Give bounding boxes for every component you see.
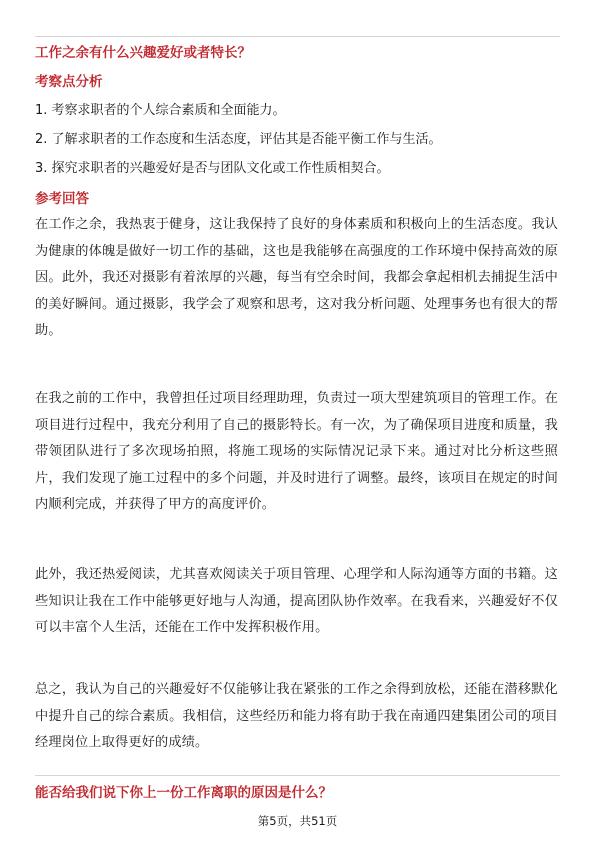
bottom-divider	[35, 775, 560, 776]
answer-paragraph: 在我之前的工作中，我曾担任过项目经理助理，负责过一项大型建筑项目的管理工作。在项目进行过程中，我充分利用了自己的摄影特长。有一次，为了确保项目进度和质量，我带领团队进行了多次现场拍照，将施工现场的实际情况记录下来。通过对比分析这些照片，我们发现了施工过程中的多个问题，并及时进行了调整。最终，该项目在规定的时间内顺利完成，并获得了甲方的高度评价。	[35, 391, 558, 512]
analysis-point: 3. 探究求职者的兴趣爱好是否与团队文化或工作性质相契合。	[35, 161, 390, 176]
analysis-heading: 考察点分析	[35, 74, 103, 90]
page-number: 第5页，共51页	[257, 814, 338, 828]
next-question-title: 能否给我们说下你上一份工作离职的原因是什么？	[35, 785, 332, 801]
answer-paragraph: 此外，我还热爱阅读，尤其喜欢阅读关于项目管理、心理学和人际沟通等方面的书籍。这些知识让我在工作中能够更好地与人沟通，提高团队协作效率。在我看来，兴趣爱好不仅可以丰富个人生活，还能在工作中发挥积极作用。	[35, 567, 558, 635]
top-divider	[35, 36, 560, 37]
analysis-point: 2. 了解求职者的工作态度和生活态度，评估其是否能平衡工作与生活。	[35, 132, 442, 147]
answer-paragraph: 总之，我认为自己的兴趣爱好不仅能够让我在紧张的工作之余得到放松，还能在潜移默化中提升自己的综合素质。我相信，这些经历和能力将有助于我在南通四建集团公司的项目经理岗位上取得更好的成绩。	[35, 682, 558, 750]
answer-heading: 参考回答	[35, 191, 89, 207]
answer-paragraph: 在工作之余，我热衷于健身，这让我保持了良好的身体素质和积极向上的生活态度。我认为健康的体魄是做好一切工作的基础，这也是我能够在高强度的工作环境中保持高效的原因。此外，我还对摄影有着浓厚的兴趣，每当有空余时间，我都会拿起相机去捕捉生活中的美好瞬间。通过摄影，我学会了观察和思考，这对我分析问题、处理事务也有很大的帮助。	[35, 217, 558, 338]
analysis-point: 1. 考察求职者的个人综合素质和全面能力。	[35, 103, 286, 118]
question-title: 工作之余有什么兴趣爱好或者特长？	[35, 45, 251, 61]
